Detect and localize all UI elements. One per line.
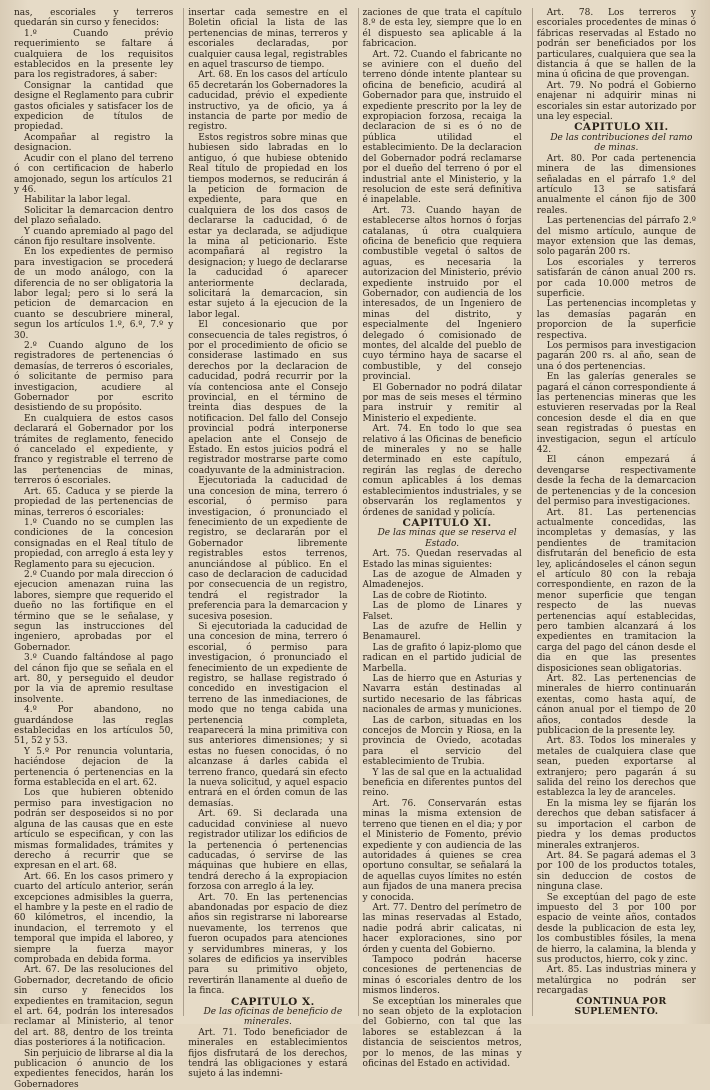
paragraph: Los que hubieren obtenido permiso para investigacion no podrán ser desposeidos si no por alguna de las causas que en este artículo se especifican, y con las mismas formalidades, trámites y derecho á recurrir que se expresan en el art. 68. xyxy=(14,788,174,872)
paragraph: 2.º Cuando alguno de los registradores de pertenencias ó demasías, de terreros ó escoriales, ó solicitante de permiso para investigacion, acudiere al Gobernador por escrito desistiendo de su propósito. xyxy=(14,341,174,414)
paragraph: Los permisos para investigacion pagarán 200 rs. al año, sean de una ó dos pertenencias. xyxy=(536,341,696,372)
paragraph: Las pertenencias incompletas y las demasías pagarán en proporcion de la superficie respectiva. xyxy=(536,299,696,341)
column-1 xyxy=(10,8,177,1090)
paragraph: El cánon empezará á devengarse respectivamente desde la fecha de la demarcacion de pertenencias y de la concesion del permiso para investigaciones. xyxy=(536,455,696,508)
paragraph: nas, escoriales y terreros quedarán sin curso y fenecidos: xyxy=(14,8,174,29)
paragraph: Art. 74. En todo lo que sea relativo á las Oficinas de beneficio de minerales y no se halle determinado en este capítulo, regirán las reglas de derecho comun aplicables á los demas establecimientos industriales, y se observarán los reglamentos y órdenes de sanidad y policía. xyxy=(362,424,522,518)
paragraph: Art. 68. En los casos del artículo 65 decretarán los Gobernadores la caducidad, prévio el expediente instructivo, ya de oficio, ya á instancia de parte por medio de registro. xyxy=(188,70,348,133)
paragraph: En los expedientes de permiso para investigacion se procederá de un modo análogo, con la diferencia de no ser obligatoria la labor legal; pero si lo será la peticion de demarcacion en cuanto se descubriere mineral, segun los artículos 1.º, 6.º, 7.º y 30. xyxy=(14,247,174,341)
paragraph: 3.º Cuando faltándose al pago del cánon fijo que se señala en el art. 80, y perseguido el deudor por la via de apremio resultase insolvente. xyxy=(14,653,174,705)
paragraph: Art. 72. Cuando el fabricante no se aviniere con el dueño del terreno dónde intente plantear su oficina de beneficio, acudirá al Gobernador para que, instruido el expediente prescrito por la ley de expropiacion forzosa, recaiga la declaracion de si es ó no de pública utilidad el establecimiento. De la declaracion del Gobernador podrá reclamarse por el dueño del terreno ó por el industrial ante el Ministerio, y la resolucion de este será definitiva é inapelable. xyxy=(362,49,522,206)
paragraph: El concesionario que por consecuencia de tales registros, ó por el procedimiento de oficio se considerase lastimado en sus derechos por la declaracion de caducidad, podrá recurrir por la vía contenciosa ante el Consejo provincial, en el término de treinta dias despues de la notificacion. Del fallo del Consejo provincial podrá interponerse apelacion ante el Consejo de Estado. En estos juicios podrá el registrador mostrarse parte como coadyuvante de la administracion. xyxy=(188,320,348,476)
paragraph: Acudir con el plano del terreno ó con certificacion de haberlo amojonado, segun los artículos 21 y 46. xyxy=(14,153,174,195)
paragraph: Art. 77. Dentro del perímetro de las minas reservadas al Estado, nadie podrá abrir calicatas, ni hacer exploraciones, sino por órden y cuenta del Gobierno. xyxy=(362,902,522,955)
paragraph: Art. 65. Caduca y se pierde la propiedad de las pertenencias de minas, terreros ó escoriales: xyxy=(14,486,174,518)
paragraph: Acompañar al registro la designacion. xyxy=(14,132,174,154)
column-2 xyxy=(183,8,351,1080)
paragraph: Art. 85. Las industrias minera y metalúrgica no podrán ser recargadas xyxy=(536,965,696,997)
paragraph: Art. 71. Todo beneficiador de minerales en establecimientos fijos disfrutará de los derechos, tendrá las obligaciones y estará sujeto á las indemni- xyxy=(188,1027,348,1080)
continuation-notice: CONTINUA POR SUPLEMENTO. xyxy=(574,995,667,1017)
paragraph: Las pertenencias del párrafo 2.º del mismo artículo, aunque de mayor extension que las demas, solo pagarán 200 rs. xyxy=(536,216,696,258)
chapter-heading: CAPITULO XI. xyxy=(402,516,492,529)
chapter-subheading: De las minas que se reserva el Estado. xyxy=(377,528,517,549)
paragraph: Si ejecutoriada la caducidad de una concesion de mina, terrero ó escorial, ó permiso para investigacion, ó pronunciado el fenecimiento de un expediente de registro, se hallase registrado ó concedido en investigacion el terreno de las inmediaciones, de modo que no tenga cabida una pertenencia completa, reaparecerá la mina primitiva con sus anteriores dimensiones; y si estas no fuesen conocidas, ó no alcanzase á darles cabida el terreno franco, quedará sin efecto la nueva solicitud, y aquel espacio entrará en el órden comun de las demasías. xyxy=(188,621,348,809)
paragraph: 2.º Cuando por mala direccion ó ejecucion amenazan ruina las labores, siempre que requerido el dueño no las fortifique en el término que se le señalase, y segun las instrucciones del ingeniero, aprobadas por el Gobernador. xyxy=(14,569,174,653)
paragraph: 1.º Cuando prévio requerimiento se faltare á cualquiera de los requisitos establecidos en la presente ley para los registradores, á saber: xyxy=(14,28,174,81)
paragraph: Se exceptúan los minerales que no sean objeto de la explotacion del Gobierno, con tal que las labores se establezcan á la distancia de seiscientos metros, por lo menos, de las minas y oficinas del Estado en actividad. xyxy=(362,996,522,1070)
paragraph: insertar cada semestre en el Boletin oficial la lista de las pertenencias de minas, terreros y escoriales declaradas, por cualquier causa legal, registrables en aquel trascurso de tiempo. xyxy=(188,8,348,71)
paragraph: Las de plomo de Linares y Falset. xyxy=(362,601,522,622)
paragraph: El Gobernador no podrá dilatar por mas de seis meses el término para instruir y remitir al Ministerio el expediente. xyxy=(362,382,522,424)
paragraph: Art. 80. Por cada pertenencia minera de las dimensiones señaladas en el párrafo 1.º del artículo 13 se satisfará anualmente el cánon fijo de 300 reales. xyxy=(536,153,696,216)
paragraph: Se exceptúan del pago de este impuesto del 3 por 100 por espacio de veinte años, contados desde la publicacion de esta ley, los combustibles fósiles, la mena de hierro, la calamina, la blenda y sus productos, hierro, cok y zinc. xyxy=(536,892,696,965)
paragraph: Habilitar la labor legal. xyxy=(24,195,131,206)
paragraph: Los escoriales y terreros satisfarán de cánon anual 200 rs. por cada 10.000 metros de superficie. xyxy=(536,257,696,299)
paragraph: Y 5.º Por renuncia voluntaria, haciéndose dejacion de la pertenencia ó pertenencias en la forma establecida en el art. 62. xyxy=(14,746,174,789)
paragraph: Las de cobre de Riotinto. xyxy=(372,590,488,601)
paragraph: Art. 73. Cuando hayan de establecerse altos hornos ó forjas catalanas, ú otra cualquiera oficina de beneficio que requiera combustible vegetal ó saltos de aguas, es necesaria la autorizacion del Ministerio, prévio expediente instruido por el Gobernador, con audiencia de los interesados, de un Ingeniero de minas del distrito, y especialmente del Ingeniero delegado ó comisionado de montes, del alcalde del pueblo de cuyo término haya de sacarse el combustible, y del consejo provincial. xyxy=(362,205,522,383)
paragraph: Art. 67. De las resoluciones del Gobernador, decretando de oficio sin curso y fenecidos los expedientes en tramitacion, segun el art. 64, podrán los interesados reclamar al Ministerio, al tenor del art. 88, dentro de los treinta dias posteriores á la notificacion. xyxy=(14,965,174,1049)
column-4 xyxy=(532,8,700,1016)
paragraph: Estos registros sobre minas que hubiesen sido labradas en lo antiguo, ó que hubiese obtenido Real título de propiedad en los tiempos modernos, se reducirán á la peticion de formacion de expediente, para que en cualquiera de los dos casos de declararse la caducidad, ó de estar ya declarada, se adjudique la mina al peticionario. Este acompañará al registro la designacion; y luego de declararse la caducidad ó aparecer anteriormente declarada, solicitará la demarcacion, sin estar sujeto á la ejecucion de la labor legal. xyxy=(188,132,348,320)
paragraph: Las de azogue de Almaden y Almadenejos. xyxy=(362,569,522,591)
paragraph: Art. 78. Los terreros y escoriales procedentes de minas ó fábricas reservadas al Estado no podrán ser beneficiados por los particulares, cualquiera que sea la distancia á que se hallen de la mina ú oficina de que provengan. xyxy=(536,8,696,81)
paragraph: Las de grafito ó lapiz-plomo que radican en el partido judicial de Marbella. xyxy=(362,642,522,674)
paragraph: Art. 75. Quedan reservadas al Estado las minas siguientes: xyxy=(362,549,522,570)
paragraph: 4.º Por abandono, no guardándose las reglas establecidas en los artículos 50, 51, 52 y 53. xyxy=(14,705,174,747)
paragraph: Art. 83. Todos los minerales y metales de cualquiera clase que sean, pueden exportarse al extranjero; pero pagarán á su salida del reino los derechos que establezca la ley de aranceles. xyxy=(536,736,696,799)
chapter-heading: CAPITULO X. xyxy=(230,995,315,1008)
paragraph: Solicitar la demarcacion dentro del plazo señalado. xyxy=(14,205,174,227)
paragraph: Art. 76. Conservarán estas minas la misma extension de terreno que tienen en el dia; y por el Ministerio de Fomento, prévio expediente y con audiencia de las autoridades á quienes se crea oportuno consultar, se señalará la de aquellas cuyos límites no estén aun fijados de una manera precisa y conocida. xyxy=(362,798,522,903)
text-columns xyxy=(10,8,700,1090)
paragraph: En cualquiera de estos casos declarará el Gobernador por los trámites de reglamento, fenecido ó cancelado el expediente, y franco y registrable el terreno de las pertenencias de minas, terreros ó escoriales. xyxy=(14,413,174,487)
paragraph: Art. 84. Se pagará ademas el 3 por 100 de los productos totales, sin deduccion de costos de ninguna clase. xyxy=(536,850,696,893)
chapter-heading: CAPITULO XII. xyxy=(574,121,669,134)
paragraph: Consignar la cantidad que designe el Reglamento para cubrir gastos oficiales y satisfacer los de expedicion de títulos de propiedad. xyxy=(14,80,174,133)
chapter-subheading: De las contribuciones del ramo de minas. xyxy=(550,132,693,154)
paragraph: Art. 66. En los casos primero y cuarto del artículo anterior, serán excepciones admisibles la guerra, el hambre y la peste en el radio de 60 kilómetros, el incendio, la inundacion, el terremoto y el temporal que impida el laboreo, y siempre la fuerza mayor comprobada en debida forma. xyxy=(14,871,174,965)
paragraph: Art. 70. En las pertenencias abandonadas por espacio de diez años sin registrarse ni laborearse nuevamente, los terrenos que fueron ocupados para atenciones y servidumbres mineras, y los solares de edificios ya inservibles para su primitivo objeto, revertirán llanamente al dueño de la finca. xyxy=(188,892,348,997)
paragraph: Ejecutoriada la caducidad de una concesion de mina, terrero ó escorial, ó permiso para investigacion, ó pronunciado el fenecimiento de un expediente de registro, se declararán por el Gobernador libremente registrables estos terrenos, anunciándose al público. En el caso de declaracion de caducidad por consecuencia de un registro, tendrá el registrador la preferencia para la demarcacion y sucesiva posesion. xyxy=(188,476,348,622)
paragraph: Art. 81. Las pertenencias actualmente concedidas, las incompletas y demasías, y las pendientes de tramitacion disfrutarán del beneficio de esta ley, aplicándoseles el cánon segun el artículo 80 con la rebaja correspondiente, en razon de la menor superficie que tengan respecto de las nuevas pertenencias aquí establecidas, pero tambien alcanzará á los expedientes en tramitacion la carga del pago del cánon desde el dia en que las presentes disposiciones sean obligatorias. xyxy=(536,507,696,674)
paragraph: En la misma ley se fijarán los derechos que deban satisfacer á su importacion el carbon de piedra y los demas productos minerales extranjeros. xyxy=(536,798,696,851)
chapter-subheading: De las oficinas de beneficio de minerales. xyxy=(203,1007,343,1028)
paragraph: Las de hierro que en Asturias y Navarra están destinadas al surtido necesario de las fábricas nacionales de armas y municiones. xyxy=(362,674,522,716)
paragraph: Y cuando apremiado al pago del cánon fijo resultare insolvente. xyxy=(14,226,174,247)
paragraph: zaciones de que trata el capítulo 8.º de esta ley, siempre que lo en él dispuesto sea aplicable á la fabricacion. xyxy=(362,8,522,50)
paragraph: Art. 82. Las pertenencias de minerales de hierro continuarán exentas, como hasta aquí, de cánon anual por el tiempo de 20 años, contados desde la publicacion de la presente ley. xyxy=(536,674,696,737)
paragraph: Las de carbon, situadas en los concejos de Morcin y Riosa, en la provincia de Oviedo, acotadas para el servicio del establecimiento de Trubia. xyxy=(362,715,522,768)
paragraph: Tampoco podrán hacerse concesiones de pertenencias de minas ó escoriales dentro de los mismos linderos. xyxy=(362,954,522,997)
paragraph: Y las de sal que en la actualidad beneficia en diferentes puntos del reino. xyxy=(362,767,522,799)
paragraph: Las de azufre de Hellin y Benamaurel. xyxy=(362,621,522,643)
paragraph: Art. 79. No podrá el Gobierno enajenar ni adquirir minas ni escoriales sin estar autorizado por una ley especial. xyxy=(536,80,696,123)
paragraph: En las galerías generales se pagará el cánon correspondiente á las pertenencias mineras que les estuvieren reservadas por la Real concesion desde el dia en que sean registradas ó puestas en investigacion, segun el artículo 42. xyxy=(536,372,696,456)
column-3 xyxy=(358,8,526,1070)
paragraph: Sin perjuicio de librarse al dia la publicacion ó anuncio de los expedientes fenecidos, harán los Gobernadores xyxy=(14,1048,174,1090)
paragraph: 1.º Cuando no se cumplen las condiciones de la concesion consignadas en el Real título de propiedad, con arreglo á esta ley y Reglamento para su ejecucion. xyxy=(14,517,174,570)
paragraph: Art. 69. Si declarada una caducidad conviniese al nuevo registrador utilizar los edificios de la pertenencia ó pertenencias caducadas, ó servirse de las máquinas que hubiere en ellas, tendrá derecho á la expropiacion forzosa con arreglo á la ley. xyxy=(188,809,348,893)
